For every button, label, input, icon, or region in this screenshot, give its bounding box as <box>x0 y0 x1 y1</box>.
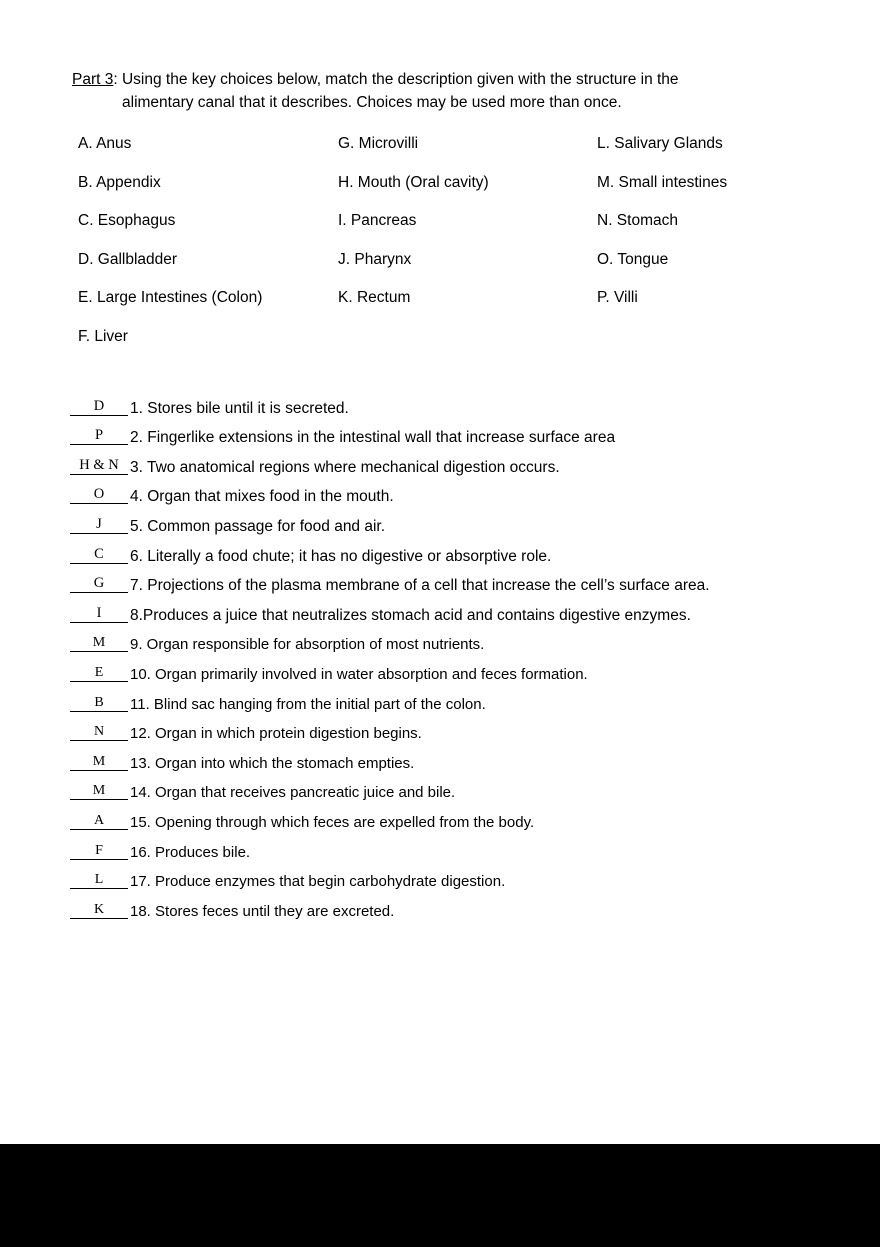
choice-item: G. Microvilli <box>338 135 419 152</box>
answer-row <box>70 540 860 570</box>
answer-blank[interactable]: O <box>70 487 128 504</box>
answer-blank[interactable]: H & N <box>70 458 128 475</box>
choice-item: J. Pharynx <box>338 250 412 268</box>
answer-description: 5. Common passage for food and air. <box>130 517 386 535</box>
answer-description: 11. Blind sac hanging from the initial part of the colon. <box>130 695 486 713</box>
answer-row <box>70 836 860 866</box>
choice-item: E. Large Intestines (Colon) <box>78 289 263 306</box>
answer-blank[interactable]: E <box>70 665 128 682</box>
choice-item: L. Salivary Glands <box>597 135 723 152</box>
key-choices-block <box>78 134 818 365</box>
answer-description: 1. Stores bile until it is secreted. <box>130 399 349 417</box>
choice-item: A. Anus <box>78 135 132 152</box>
answer-row <box>70 422 860 452</box>
answer-description: 17. Produce enzymes that begin carbohydrate digestion. <box>130 873 506 891</box>
answer-blank[interactable]: I <box>70 606 128 623</box>
answer-description: 15. Opening through which feces are expelled from the body. <box>130 813 535 831</box>
answer-row <box>70 481 860 511</box>
answer-row <box>70 747 860 777</box>
answer-description: 6. Literally a food chute; it has no digestive or absorptive role. <box>130 547 552 565</box>
choice-row <box>78 327 818 366</box>
choice-row <box>78 134 818 173</box>
choice-item: C. Esophagus <box>78 212 176 229</box>
answer-blank[interactable]: B <box>70 695 128 712</box>
answer-blank[interactable]: J <box>70 517 128 534</box>
choice-row <box>78 173 818 212</box>
answer-blank[interactable]: M <box>70 783 128 800</box>
answer-row <box>70 658 860 688</box>
choice-item: I. Pancreas <box>338 212 417 229</box>
page-footer-band <box>0 1144 880 1247</box>
answer-blank[interactable]: M <box>70 635 128 652</box>
answer-blank[interactable]: C <box>70 547 128 564</box>
answer-row <box>70 629 860 659</box>
answer-row <box>70 688 860 718</box>
answer-row <box>70 866 860 896</box>
answer-description: 18. Stores feces until they are excreted. <box>130 902 395 920</box>
choice-item: K. Rectum <box>338 289 411 306</box>
answer-description: 13. Organ into which the stomach empties. <box>130 754 415 772</box>
choice-item: H. Mouth (Oral cavity) <box>338 173 489 191</box>
answer-description: 3. Two anatomical regions where mechanical digestion occurs. <box>130 458 560 476</box>
instructions-block <box>72 68 772 114</box>
answer-blank[interactable]: K <box>70 902 128 919</box>
answer-blank[interactable]: F <box>70 843 128 860</box>
answer-blank[interactable]: M <box>70 754 128 771</box>
answer-row <box>70 570 860 600</box>
answer-description: 10. Organ primarily involved in water absorption and feces formation. <box>130 665 588 683</box>
answers-list <box>70 392 860 925</box>
answer-blank[interactable]: N <box>70 724 128 741</box>
part-label: Part 3 <box>72 71 114 88</box>
choice-row <box>78 250 818 289</box>
choice-row <box>78 211 818 250</box>
choice-item: M. Small intestines <box>597 173 728 191</box>
instructions-line-1: : Using the key choices below, match the description given with the structure in the <box>113 71 679 88</box>
answer-row <box>70 392 860 422</box>
answer-row <box>70 718 860 748</box>
answer-description: 16. Produces bile. <box>130 843 251 861</box>
answer-row <box>70 806 860 836</box>
answer-row <box>70 777 860 807</box>
choice-item: D. Gallbladder <box>78 250 178 268</box>
answer-row <box>70 895 860 925</box>
answer-description: 9. Organ responsible for absorption of most nutrients. <box>130 636 485 654</box>
answer-row <box>70 451 860 481</box>
instructions-line-2: alimentary canal that it describes. Choices may be used more than once. <box>122 94 622 111</box>
answer-row <box>70 510 860 540</box>
answer-blank[interactable]: D <box>70 399 128 416</box>
choice-item: O. Tongue <box>597 250 669 268</box>
choice-row <box>78 288 818 327</box>
answer-description: 12. Organ in which protein digestion begins. <box>130 725 422 743</box>
answer-blank[interactable]: G <box>70 576 128 593</box>
choice-item: N. Stomach <box>597 212 678 229</box>
answer-description: 7. Projections of the plasma membrane of a cell that increase the cell’s surface area. <box>130 577 710 595</box>
answer-description: 4. Organ that mixes food in the mouth. <box>130 488 394 506</box>
answer-blank[interactable]: A <box>70 813 128 830</box>
answer-description: 14. Organ that receives pancreatic juice and bile. <box>130 784 456 802</box>
answer-blank[interactable]: P <box>70 428 128 445</box>
answer-row <box>70 599 860 629</box>
choice-item: P. Villi <box>597 289 638 306</box>
answer-blank[interactable]: L <box>70 872 128 889</box>
choice-item: B. Appendix <box>78 173 161 191</box>
answer-description: 2. Fingerlike extensions in the intestinal wall that increase surface area <box>130 429 616 447</box>
choice-item: F. Liver <box>78 327 128 345</box>
answer-description: 8.Produces a juice that neutralizes stomach acid and contains digestive enzymes. <box>130 606 691 624</box>
